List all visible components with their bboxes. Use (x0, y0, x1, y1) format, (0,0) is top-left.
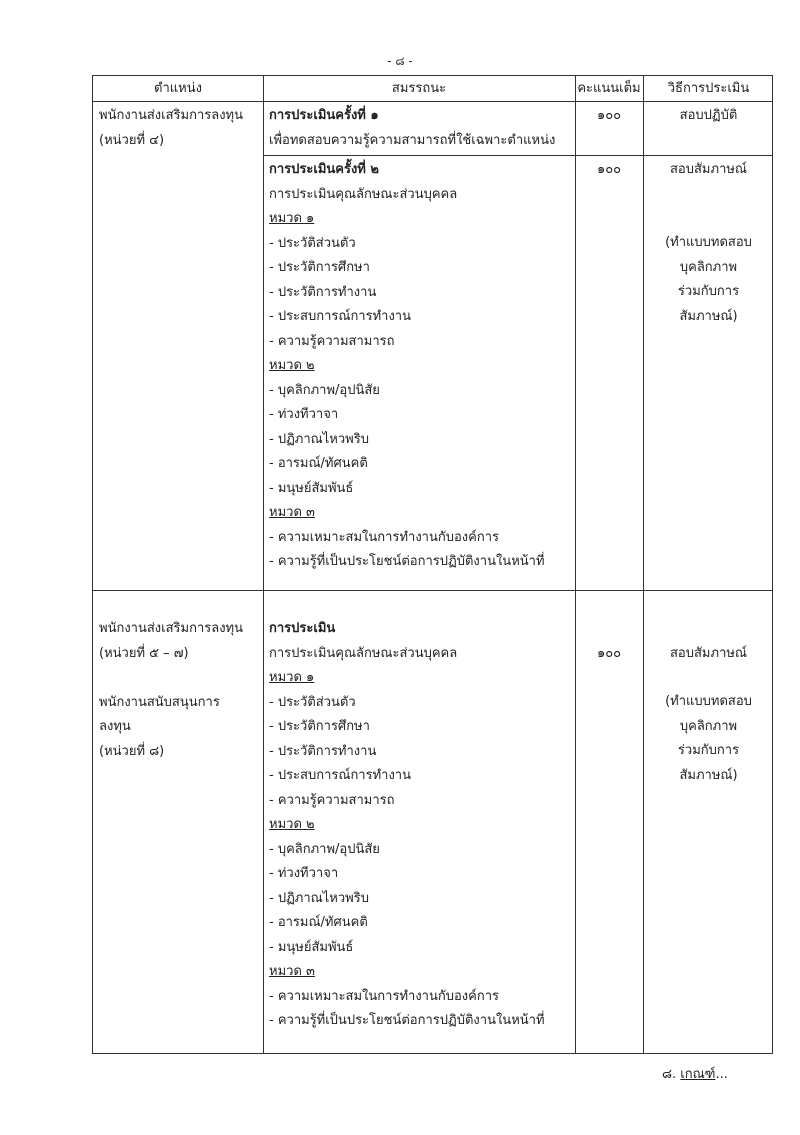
method-note-line: (ทำแบบทดสอบ (665, 235, 752, 250)
header-full-score: คะแนนเต็ม (577, 81, 641, 96)
list-item: - ความเหมาะสมในการทำงานกับองค์การ (269, 988, 499, 1004)
assessment-desc: เพื่อทดสอบความรู้ความสามารถที่ใช้เฉพาะตำแหน่ง (269, 132, 556, 148)
group-label: หมวด ๑ (269, 211, 315, 226)
footer-ellipsis: ... (715, 1067, 728, 1082)
position-title: พนักงานสนับสนุนการ (99, 694, 220, 710)
method-note-line: บุคลิกภาพ (679, 259, 738, 275)
col-divider (575, 76, 576, 1053)
group-label: หมวด ๑ (269, 670, 315, 685)
list-item: - ท่วงทีวาจา (269, 866, 339, 881)
method-note-line: สัมภาษณ์) (679, 767, 738, 783)
method-note-line: สัมภาษณ์) (679, 308, 738, 324)
group-label: หมวด ๒ (269, 817, 315, 832)
position-cell (99, 104, 243, 153)
position-title: พนักงานส่งเสริมการลงทุน (99, 621, 243, 636)
assessment-title: การประเมินครั้งที่ ๑ (269, 108, 379, 123)
col-divider (643, 76, 644, 1053)
list-item: - ความรู้ความสามารถ (269, 792, 395, 808)
list-item: - ประสบการณ์การทำงาน (269, 309, 411, 324)
position-unit: (หน่วยที่ ๘) (99, 743, 165, 759)
header-method: วิธีการประเมิน (667, 81, 750, 96)
list-item: - อารมณ์/ทัศนคติ (269, 456, 368, 471)
method: สอบปฏิบัติ (679, 108, 738, 123)
method: สอบสัมภาษณ์ (670, 162, 747, 177)
list-item: - มนุษย์สัมพันธ์ (269, 939, 354, 955)
method: สอบสัมภาษณ์ (670, 646, 747, 661)
list-item: - ความรู้ความสามารถ (269, 333, 395, 349)
col-divider (263, 76, 264, 1053)
method-note (643, 690, 774, 788)
footer-next-section: เกณฑ์ (680, 1067, 716, 1082)
list-item: - ประวัติการทำงาน (269, 743, 377, 759)
assessment-desc: การประเมินคุณลักษณะส่วนบุคคล (269, 186, 458, 202)
list-item: - ประสบการณ์การทำงาน (269, 768, 411, 783)
assessment (269, 617, 545, 1034)
position-title: พนักงานส่งเสริมการลงทุน (99, 108, 243, 123)
section-divider (93, 590, 772, 591)
method-note (643, 231, 774, 329)
method-note-line: บุคลิกภาพ (679, 718, 738, 734)
row-divider (263, 155, 772, 156)
method-note-line: ร่วมกับการ (677, 743, 740, 758)
footer-prefix: ๘. (662, 1067, 681, 1082)
list-item: - ท่วงทีวาจา (269, 407, 339, 422)
list-item: - ประวัติส่วนตัว (269, 235, 356, 251)
position-cell (99, 617, 243, 764)
position-unit: (หน่วยที่ ๕ – ๗) (99, 645, 189, 661)
header-position: ตำแหน่ง (154, 81, 202, 96)
list-item: - อารมณ์/ทัศนคติ (269, 915, 368, 930)
assessment-title: การประเมิน (269, 621, 336, 636)
list-item: - บุคลิกภาพ/อุปนิสัย (269, 841, 380, 857)
list-item: - มนุษย์สัมพันธ์ (269, 480, 354, 496)
list-item: - ความรู้ที่เป็นประโยชน์ต่อการปฏิบัติงานในหน้าที่ (269, 1013, 545, 1028)
list-item: - ประวัติการศึกษา (269, 260, 370, 275)
list-item: - ประวัติการทำงาน (269, 284, 377, 300)
score: ๑๐๐ (596, 108, 622, 123)
list-item: - ประวัติส่วนตัว (269, 694, 356, 710)
score: ๑๐๐ (596, 646, 622, 661)
position-unit: (หน่วยที่ ๔) (99, 132, 165, 148)
list-item: - ปฏิภาณไหวพริบ (269, 431, 369, 447)
header-divider (93, 101, 772, 102)
page-number: - ๘ - (387, 54, 413, 68)
list-item: - ปฏิภาณไหวพริบ (269, 890, 369, 906)
group-label: หมวด ๒ (269, 358, 315, 373)
assessment-title: การประเมินครั้งที่ ๒ (269, 162, 379, 177)
list-item: - บุคลิกภาพ/อุปนิสัย (269, 382, 380, 398)
method-note-line: ร่วมกับการ (677, 284, 740, 299)
method-note-line: (ทำแบบทดสอบ (665, 694, 752, 709)
continuation-footer (662, 1063, 728, 1084)
list-item: - ประวัติการศึกษา (269, 719, 370, 734)
list-item: - ความเหมาะสมในการทำงานกับองค์การ (269, 529, 499, 545)
position-title: ลงทุน (99, 719, 131, 734)
group-label: หมวด ๓ (269, 964, 315, 979)
assessment-desc: การประเมินคุณลักษณะส่วนบุคคล (269, 645, 458, 661)
assessment-1 (269, 104, 555, 153)
assessment-table (92, 75, 773, 1054)
list-item: - ความรู้ที่เป็นประโยชน์ต่อการปฏิบัติงานในหน้าที่ (269, 554, 545, 569)
score: ๑๐๐ (596, 162, 622, 177)
header-competency: สมรรถนะ (391, 81, 447, 96)
assessment-2 (269, 158, 545, 575)
group-label: หมวด ๓ (269, 505, 315, 520)
